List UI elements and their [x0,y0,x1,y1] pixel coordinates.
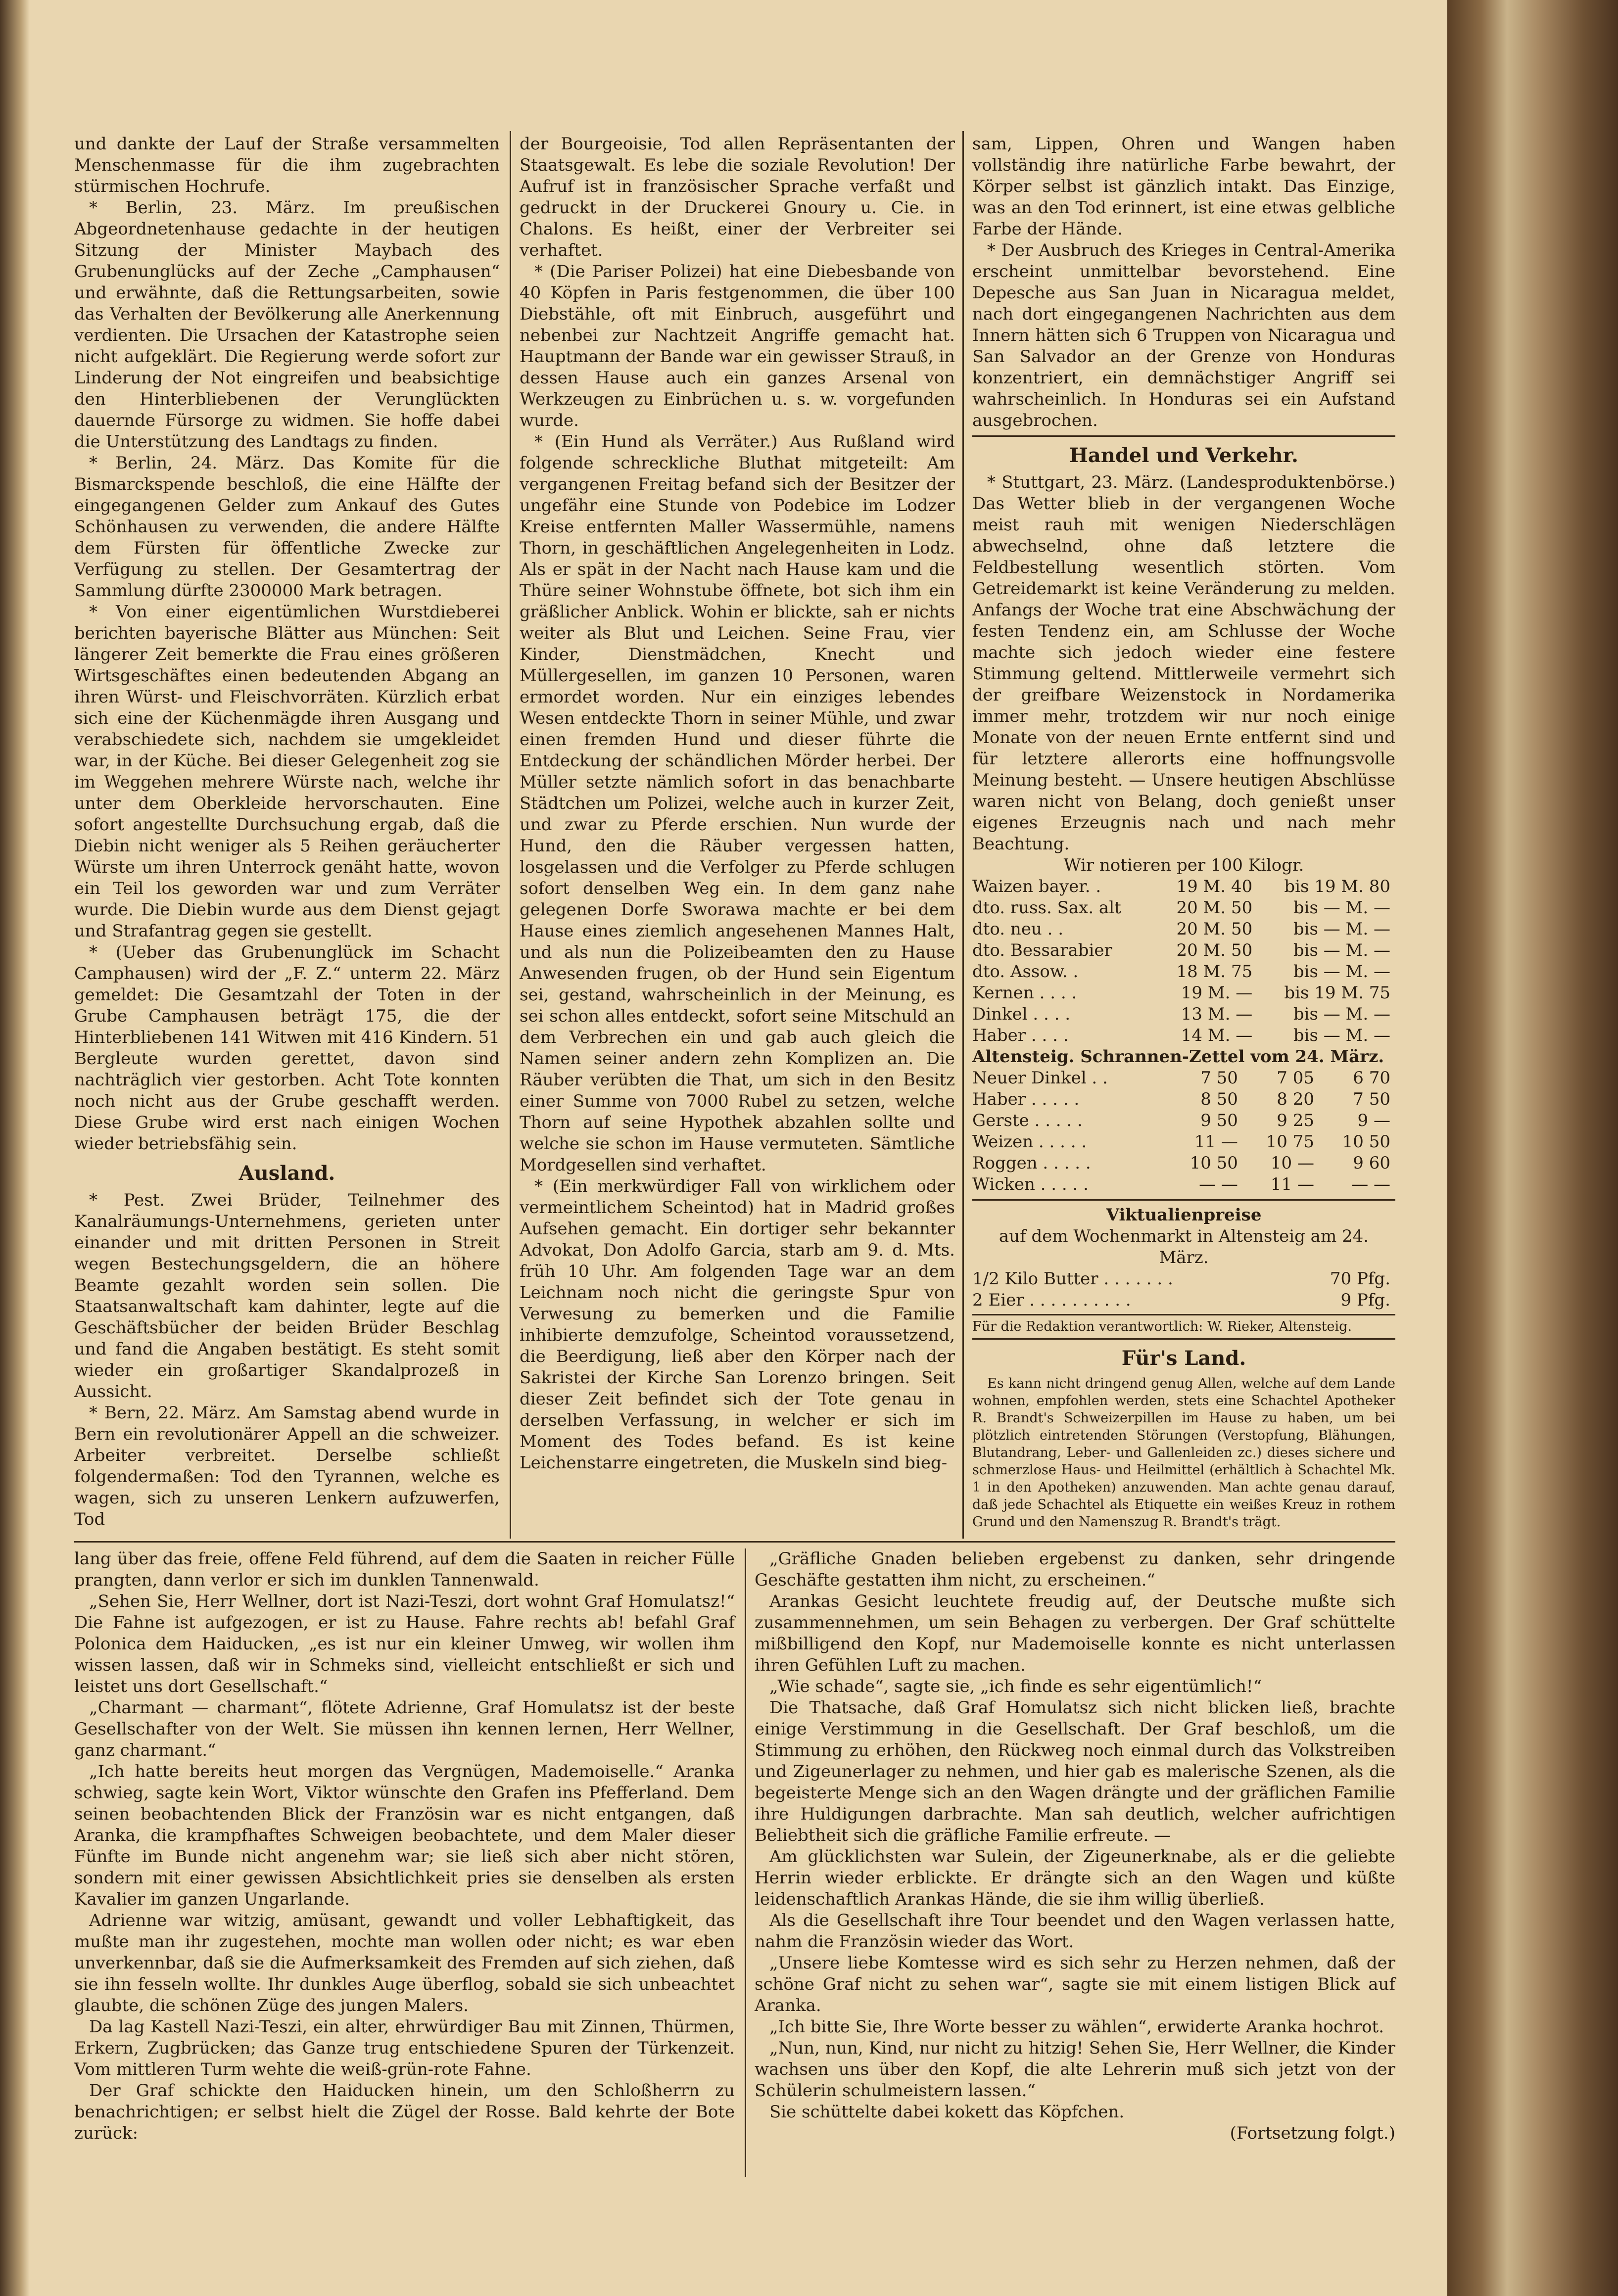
section-rule [972,435,1395,437]
price-cell: 13 M. — [1181,1004,1253,1024]
price-cell: bis — M. — [1293,1026,1390,1045]
price-cell: Wicken . . . . . [972,1174,1089,1194]
feuilleton-paragraph: Sie schüttelte dabei kokett das Köpfchen. [769,2102,1125,2122]
price-row [972,1174,1395,1195]
col1-paragraph: und dankte der Lauf der Straße versammelten Menschenmasse für die ihm zugebrachten stürmischen Hochrufe. [74,134,500,196]
price-cell: dto. Bessarabier [972,940,1112,960]
price-cell: Dinkel . . . . [972,1004,1071,1024]
section-rule [972,1314,1395,1315]
price-cell: Waizen bayer. . [972,877,1101,896]
feuilleton-paragraph: „Ich hatte bereits heut morgen das Vergnügen, Mademoiselle.“ Aranka schwieg, sagte kein Wort, Viktor wünschte den Grafen ins Pfefferland. Dem seinen beobachtenden Blick der Französin war es nicht entgangen, daß Aranka, die krampfhaftes Schweigen beobachtete, und dem Maler dieser Fünfte im Bunde nicht angenehm war; sie ließ sich aber nicht stören, sondern mit einer gewissen Absichtlichkeit pries sie denselben als ersten Kavalier im ganzen Ungarlande. [74,1762,735,1909]
feuilleton-rule [74,1541,1395,1543]
price-cell: dto. neu . . [972,919,1064,939]
price-cell: 8 20 [1277,1089,1314,1109]
price-cell: 20 M. 50 [1176,919,1253,939]
ad-text: Es kann nicht dringend genug Allen, welche auf dem Lande wohnen, empfohlen werden, stets eine Schachtel Apotheker R. Brandt's Schweizerpillen im Hause zu haben, um bei plötzlich eintretenden Störungen (Verstopfung, Blähungen, Blutandrang, Leber- und Gallenleiden zc.) dieses sichere und schmerzlose Haus- und Heilmittel (erhältlich à Schachtel Mk. 1 in den Apotheken) anzuwenden. Man achte genau darauf, daß jede Schachtel als Etiquette ein weißes Kreuz in rothem Grund und den Namenszug R. Brandt's trägt. [972,1376,1395,1530]
price-cell: 7 50 [1200,1068,1238,1088]
price-row [972,940,1395,961]
price-cell: bis 19 M. 75 [1284,983,1390,1003]
price-row [972,1268,1395,1290]
column-2 [520,134,955,1474]
price-row [972,1153,1395,1174]
price-cell: 9 50 [1200,1111,1238,1130]
col3-paragraph: * Der Ausbruch des Krieges in Central-Amerika erscheint unmittelbar bevorstehend. Eine Depesche aus San Juan in Nicaragua meldet, nach dort eingegangenen Nachrichten aus dem Innern hätten sich 6 Truppen von Nicaragua und San Salvador an der Grenze von Honduras konzentriert, ein demnächstiger Angriff sei wahrscheinlich. In Honduras sei ein Aufstand ausgebrochen. [972,240,1395,430]
price-cell: — — [1199,1174,1238,1194]
feuilleton-paragraph: „Unsere liebe Komtesse wird es sich sehr zu Herzen nehmen, daß der schöne Graf nicht zu sehen war“, sagte sie mit einem listigen Blick auf Aranka. [755,1953,1395,2015]
price-row [972,1089,1395,1110]
price-cell: 20 M. 50 [1176,898,1253,918]
feuilleton-paragraph: lang über das freie, offene Feld führend, auf dem die Saaten in reicher Fülle prangten, dann verlor er sich im dunklen Tannenwald. [74,1549,735,1590]
altensteig-price-table [972,1068,1395,1195]
price-cell: bis — M. — [1293,940,1390,960]
feuilleton-paragraph: „Charmant — charmant“, flötete Adrienne, Graf Homulatsz ist der beste Gesellschafter von der Welt. Sie müssen ihn kennen lernen, Herr Wellner, ganz charmant.“ [74,1698,735,1760]
price-cell: Roggen . . . . . [972,1153,1091,1173]
feuilleton-paragraph: Adrienne war witzig, amüsant, gewandt und voller Lebhaftigkeit, das mußte man ihr zugestehen, mochte man wollen oder nicht; es war eben unverkennbar, daß sie die Aufmerksamkeit des Fremden auf sich ziehen, daß sie ihn fesseln wollte. Ihr dunkles Auge überflog, sobald sie sich unbeachtet glaubte, die schönen Züge des jungen Malers. [74,1911,735,2015]
feuilleton-paragraph: Der Graf schickte den Haiducken hinein, um den Schloßherrn zu benachrichtigen; er selbst hielt die Zügel der Rosse. Bald kehrte der Bote zurück: [74,2081,735,2143]
price-cell: 9 — [1357,1111,1390,1130]
col2-paragraph: * (Ein merkwürdiger Fall von wirklichem oder vermeintlichem Scheintod) hat in Madrid großes Aufsehen gemacht. Ein dortiger sehr bekannter Advokat, Don Adolfo Garcia, starb am 9. d. Mts. früh 10 Uhr. Am folgenden Tage war an dem Leichnam noch nicht die geringste Spur von Verwesung zu bemerken und die Familie inhibierte demzufolge, Scheintod voraussetzend, die Beerdigung, ließ aber den Körper nach der Sakristei der Kirche San Lorenzo bringen. Seit dieser Zeit befindet sich der Tote genau in derselben Verfassung, in welcher er sich im Moment des Todes befand. Es ist keine Leichenstarre eingetreten, die Muskeln sind bieg- [520,1176,955,1473]
col2-paragraph: der Bourgeoisie, Tod allen Repräsentanten der Staatsgewalt. Es lebe die soziale Revolution! Der Aufruf ist in französischer Sprache verfaßt und gedruckt in der Druckerei Gnoury u. Cie. in Chalons. Es heißt, einer der Verbreiter sei verhaftet. [520,134,955,260]
altensteig-line: Altensteig. Schrannen-Zettel vom 24. März. [972,1047,1384,1067]
viktualien-price-table [972,1268,1395,1311]
col1-paragraph: * Von einer eigentümlichen Wurstdieberei berichten bayerische Blätter aus München: Seit längerer Zeit bemerkte die Frau eines größeren Wirtsgeschäftes einen bedeutenden Abgang an ihren Würst- und Fleischvorräten. Kürzlich erbat sich eine der Küchenmägde ihren Ausgang und verabschiedete sich, nachdem sie umgekleidet war, in der Küche. Bei dieser Gelegenheit zog sie im Weggehen mehrere Würste nach, welche ihr unter dem Oberkleide hervorschauten. Eine sofort angestellte Durchsuchung ergab, daß die Diebin nicht weniger als 5 Reihen geräucherter Würste um ihren Unterrock genäht hatte, wovon ein Teil los geworden war und zum Verräter wurde. Die Diebin wurde aus dem Dienst gejagt und Strafantrag gegen sie gestellt. [74,602,500,941]
price-row [972,1131,1395,1153]
price-row [972,876,1395,897]
price-cell: 14 M. — [1181,1026,1253,1045]
column-3 [972,134,1395,1531]
price-cell: 11 — [1270,1174,1314,1194]
feuilleton-paragraph: Da lag Kastell Nazi-Teszi, ein alter, ehrwürdiger Bau mit Zinnen, Thürmen, Erkern, Zugbrücken; das Ganze trug entschiedene Spuren der Türkenzeit. Vom mittleren Turm wehte die weiß-grün-rote Fahne. [74,2017,735,2079]
price-cell: 19 M. 40 [1176,877,1253,896]
col1-paragraph: * (Ueber das Grubenunglück im Schacht Camphausen) wird der „F. Z.“ unterm 22. März gemeldet: Die Gesamtzahl der Toten in der Grube Camphausen beträgt 175, die der Hinterbliebenen 141 Witwen mit 416 Kindern. 51 Bergleute wurden gerettet, davon sind nachträglich vier gestorben. Acht Tote konnten noch nicht aus der Grube geschafft werden. Diese Grube wird erst nach einigen Wochen wieder betriebsfähig sein. [74,942,500,1154]
price-cell: 70 Pfg. [1330,1269,1390,1289]
price-cell: bis 19 M. 80 [1284,877,1390,896]
price-cell: Neuer Dinkel . . [972,1068,1108,1088]
price-cell: 11 — [1194,1132,1238,1152]
column-1 [74,134,500,1530]
price-cell: 10 — [1270,1153,1314,1173]
price-cell: 10 75 [1266,1132,1314,1152]
feuilleton-paragraph: „Wie schade“, sagte sie, „ich finde es sehr eigentümlich!“ [769,1677,1262,1696]
feuilleton-paragraph: „Sehen Sie, Herr Wellner, dort ist Nazi-Teszi, dort wohnt Graf Homulatsz!“ Die Fahne ist aufgezogen, er ist zu Hause. Fahre rechts ab! befahl Graf Polonica dem Haiducken, „es ist nur ein kleiner Umweg, wir wollen ihm wissen lassen, daß wir in Schmeks sind, vielleicht entschließt er sich und leistet uns dort Gesellschaft.“ [74,1592,735,1696]
price-cell: 7 50 [1353,1089,1390,1109]
price-row [972,1110,1395,1131]
price-cell: 9 25 [1277,1111,1314,1130]
feuilleton-paragraph: „Gräfliche Gnaden belieben ergebenst zu danken, sehr dringende Geschäfte gestatten ihm nicht, zu erscheinen.“ [755,1549,1395,1590]
price-cell: 19 M. — [1181,983,1253,1003]
price-cell: 9 60 [1353,1153,1390,1173]
price-cell: dto. russ. Sax. alt [972,898,1121,918]
stuttgart-price-table [972,876,1395,1046]
price-cell: — — [1351,1174,1390,1194]
price-cell: Kernen . . . . [972,983,1077,1003]
col2-paragraph: * (Ein Hund als Verräter.) Aus Rußland wird folgende schreckliche Bluthat mitgeteilt: Am vergangenen Freitag befand sich der Besitzer der ungefähr eine Stunde von Podebice im Lodzer Kreise entfernten Maller Wassermühle, namens Thorn, in geschäftlichen Angelegenheiten in Lodz. Als er spät in der Nacht nach Hause kam und die Thüre seiner Wohnstube öffnete, bot sich ihm ein gräßlicher Anblick. Wohin er blickte, sah er nichts weiter als Blut und Leichen. Seine Frau, vier Kinder, Dienstmädchen, Knecht und Müllergesellen, im ganzen 10 Personen, waren ermordet worden. Nur ein einziges lebendes Wesen entdeckte Thorn in seiner Mühle, und zwar einen fremden Hund und dieser führte die Entdeckung der schändlichen Mörder herbei. Der Müller setzte nämlich sofort in das benachbarte Städtchen um Polizei, welche auch in kurzer Zeit, und zwar zu Pferde erschien. Nun wurde der Hund, den die Räuber vergessen hatten, losgelassen und die Verfolger zu Pferde schlugen sofort denselben Weg ein. In dem ganz nahe gelegenen Dorfe Sworawa machte er bei dem Hause eines ziemlich angesehenen Mannes Halt, und als nun die Polizeibeamten den zu Hause Anwesenden frugen, ob der Hund sein Eigentum sei, gestand, wahrscheinlich in der Meinung, es sei schon alles entdeckt, sofort seine Mitschuld an dem Verbrechen ein und gab auch gleich die Namen seiner andern zehn Komplizen an. Die Räuber verübten die That, um sich in den Besitz einer Summe von 7000 Rubel zu setzen, welche Thorn auf seine Hypothek abzahlen sollte und welche sie schon im Hause vermuteten. Sämtliche Mordgesellen sind verhaftet. [520,432,955,1175]
price-cell: 9 Pfg. [1340,1290,1390,1310]
price-cell: 8 50 [1200,1089,1238,1109]
price-row [972,983,1395,1004]
price-row [972,897,1395,919]
price-cell: 2 Eier . . . . . . . . . . [972,1290,1131,1310]
price-cell: Haber . . . . . [972,1089,1080,1109]
col3-paragraph: sam, Lippen, Ohren und Wangen haben vollständig ihre natürliche Farbe bewahrt, der Körper selbst ist gänzlich intakt. Das Einzige, was an den Tod erinnert, ist eine etwas gelbliche Farbe der Hände. [972,134,1395,239]
viktualien-line: auf dem Wochenmarkt in Altensteig am 24. März. [999,1226,1369,1267]
feuilleton-paragraph: Arankas Gesicht leuchtete freudig auf, der Deutsche mußte sich zusammennehmen, um sein Behagen zu verbergen. Der Graf schüttelte mißbilligend den Kopf, nur Mademoiselle konnte es nicht unterlassen ihren Gefühlen Luft zu machen. [755,1592,1395,1675]
col1-paragraph: * Bern, 22. März. Am Samstag abend wurde in Bern ein revolutionärer Appell an die schweizer. Arbeiter verbreitet. Derselbe schließt folgendermaßen: Tod den Tyrannen, welche es wagen, sich zu unseren Lenkern aufzuwerfen, Tod [74,1403,500,1529]
ad-heading: Für's Land. [1121,1347,1246,1370]
price-row [972,1290,1395,1311]
col1-paragraph: * Berlin, 24. März. Das Komite für die Bismarckspende beschloß, die eine Hälfte der eingegangenen Gelder zum Ankauf des Gutes Schönhausen zu verwenden, die andere Hälfte dem Fürsten für öffentliche Zwecke zur Verfügung zu stellen. Der Gesamtertrag der Sammlung dürfte 2300000 Mark betragen. [74,453,500,601]
price-cell: 20 M. 50 [1176,940,1253,960]
feuilleton-left-column [74,1548,735,2144]
feuilleton-paragraph: Die Thatsache, daß Graf Homulatsz sich nicht blicken ließ, brachte einige Verstimmung in die Gesellschaft. Der Graf beschloß, um die Stimmung zu erhöhen, den Rückweg noch einmal durch das Volkstreiben und Zigeunerlager zu nehmen, und hier gab es malerische Szenen, als die begeisterte Menge sich an den Wagen drängte und der gräflichen Familie ihre Huldigungen darbrachte. Man sah deutlich, welcher aufrichtigen Beliebtheit sich die gräfliche Familie erfreute. — [755,1698,1395,1845]
col2-paragraph: * (Die Pariser Polizei) hat eine Diebesbande von 40 Köpfen in Paris festgenommen, die über 100 Diebstähle, oft mit Einbruch, ausgeführt und nebenbei zur Nachtzeit Angriffe gemacht hat. Hauptmann der Bande war ein gewisser Strauß, in dessen Hause auch ein ganzes Arsenal von Werkzeugen zu Einbrüchen u. s. w. vorgefunden wurde. [520,262,955,430]
price-cell: 18 M. 75 [1176,962,1253,982]
feuilleton-column-rule [745,1548,746,2177]
price-cell: bis — M. — [1293,1004,1390,1024]
price-cell: 10 50 [1342,1132,1390,1152]
feuilleton-paragraph: „Ich bitte Sie, Ihre Worte besser zu wählen“, erwiderte Aranka hochrot. [769,2017,1384,2037]
price-cell: 1/2 Kilo Butter . . . . . . . [972,1269,1173,1289]
handel-heading: Handel und Verkehr. [1069,444,1298,467]
col1-paragraph: * Pest. Zwei Brüder, Teilnehmer des Kanalräumungs-Unternehmens, gerieten unter einander und mit dritten Personen in Streit wegen Bestechungsgeldern, die an höhere Beamte gezahlt worden sein sollen. Die Staatsanwaltschaft kam dahinter, legte auf die Geschäftsbücher der beiden Brüder Beschlag und fand die Angaben bestätigt. Es steht somit wieder ein großartiger Skandalprozeß in Aussicht. [74,1190,500,1402]
price-cell: bis — M. — [1293,898,1390,918]
column-rule [510,131,511,1539]
price-cell: dto. Assow. . [972,962,1079,982]
price-cell: 7 05 [1277,1068,1314,1088]
price-row [972,1025,1395,1046]
continued-note: (Fortsetzung folgt.) [1230,2123,1395,2143]
editor-line: Für die Redaktion verantwortlich: W. Rieker, Altensteig. [972,1319,1352,1334]
price-row [972,1004,1395,1025]
price-cell: Gerste . . . . . [972,1111,1083,1130]
section-rule [972,1338,1395,1340]
price-row [972,1068,1395,1089]
price-cell: Haber . . . . [972,1026,1069,1045]
price-cell: bis — M. — [1293,919,1390,939]
page-gutter [0,0,30,2296]
price-row [972,961,1395,983]
price-cell: 10 50 [1190,1153,1238,1173]
feuilleton-paragraph: „Nun, nun, Kind, nur nicht zu hitzig! Sehen Sie, Herr Wellner, die Kinder wachsen uns über den Kopf, die alte Lehrerin muß sich jetzt von der Schülerin schulmeistern lassen.“ [755,2038,1395,2101]
feuilleton-right-column [755,1548,1395,2144]
feuilleton-paragraph: Als die Gesellschaft ihre Tour beendet und den Wagen verlassen hatte, nahm die Französin wieder das Wort. [755,1911,1395,1952]
price-cell: bis — M. — [1293,962,1390,982]
book-edge [1447,0,1618,2296]
price-cell: 6 70 [1353,1068,1390,1088]
ausland-heading: Ausland. [238,1162,335,1185]
section-rule [972,1199,1395,1201]
column-rule [962,131,964,1539]
handel-paragraph: * Stuttgart, 23. März. (Landesproduktenbörse.) Das Wetter blieb in der vergangenen Woche meist rauh mit wenigen Niederschlägen abwechselnd, ohne daß letztere die Feldbestellung wesentlich störten. Vom Getreidemarkt ist keine Veränderung zu melden. Anfangs der Woche trat eine Abschwächung der festen Tendenz ein, am Schlusse der Woche machte sich jedoch wieder eine festere Stimmung geltend. Mittlerweile vermehrt sich der greifbare Weizenstock in Nordamerika immer mehr, trotzdem wir nur noch einige Monate von der neuen Ernte entfernt sind und für letztere allerorts eine hoffnungsvolle Meinung besteht. — Unsere heutigen Abschlüsse waren nicht von Belang, doch genießt unser eigenes Erzeugnis nach und nach mehr Beachtung. [972,472,1395,854]
price-row [972,919,1395,940]
price-cell: Weizen . . . . . [972,1132,1087,1152]
col1-paragraph: * Berlin, 23. März. Im preußischen Abgeordnetenhause gedachte in der heutigen Sitzung der Minister Maybach des Grubenunglücks auf der Zeche „Camphausen“ und erwähnte, daß die Rettungsarbeiten, sowie das Verhalten der Bevölkerung alle Anerkennung verdienten. Die Ursachen der Katastrophe seien nicht aufgeklärt. Die Regierung werde sofort zur Linderung der Not eingreifen und beabsichtige den Hinterbliebenen der Verunglückten dauernde Fürsorge zu widmen. Sie hoffe dabei die Unterstützung des Landtags zu finden. [74,198,500,452]
viktualien-heading: Viktualienpreise [1106,1205,1262,1225]
notieren-line: Wir notieren per 100 Kilogr. [1063,855,1304,875]
feuilleton-paragraph: Am glücklichsten war Sulein, der Zigeunerknabe, als er die geliebte Herrin wieder erblickte. Er drängte sich an den Wagen und küßte leidenschaftlich Arankas Hände, die sie ihm willig überließ. [755,1847,1395,1909]
